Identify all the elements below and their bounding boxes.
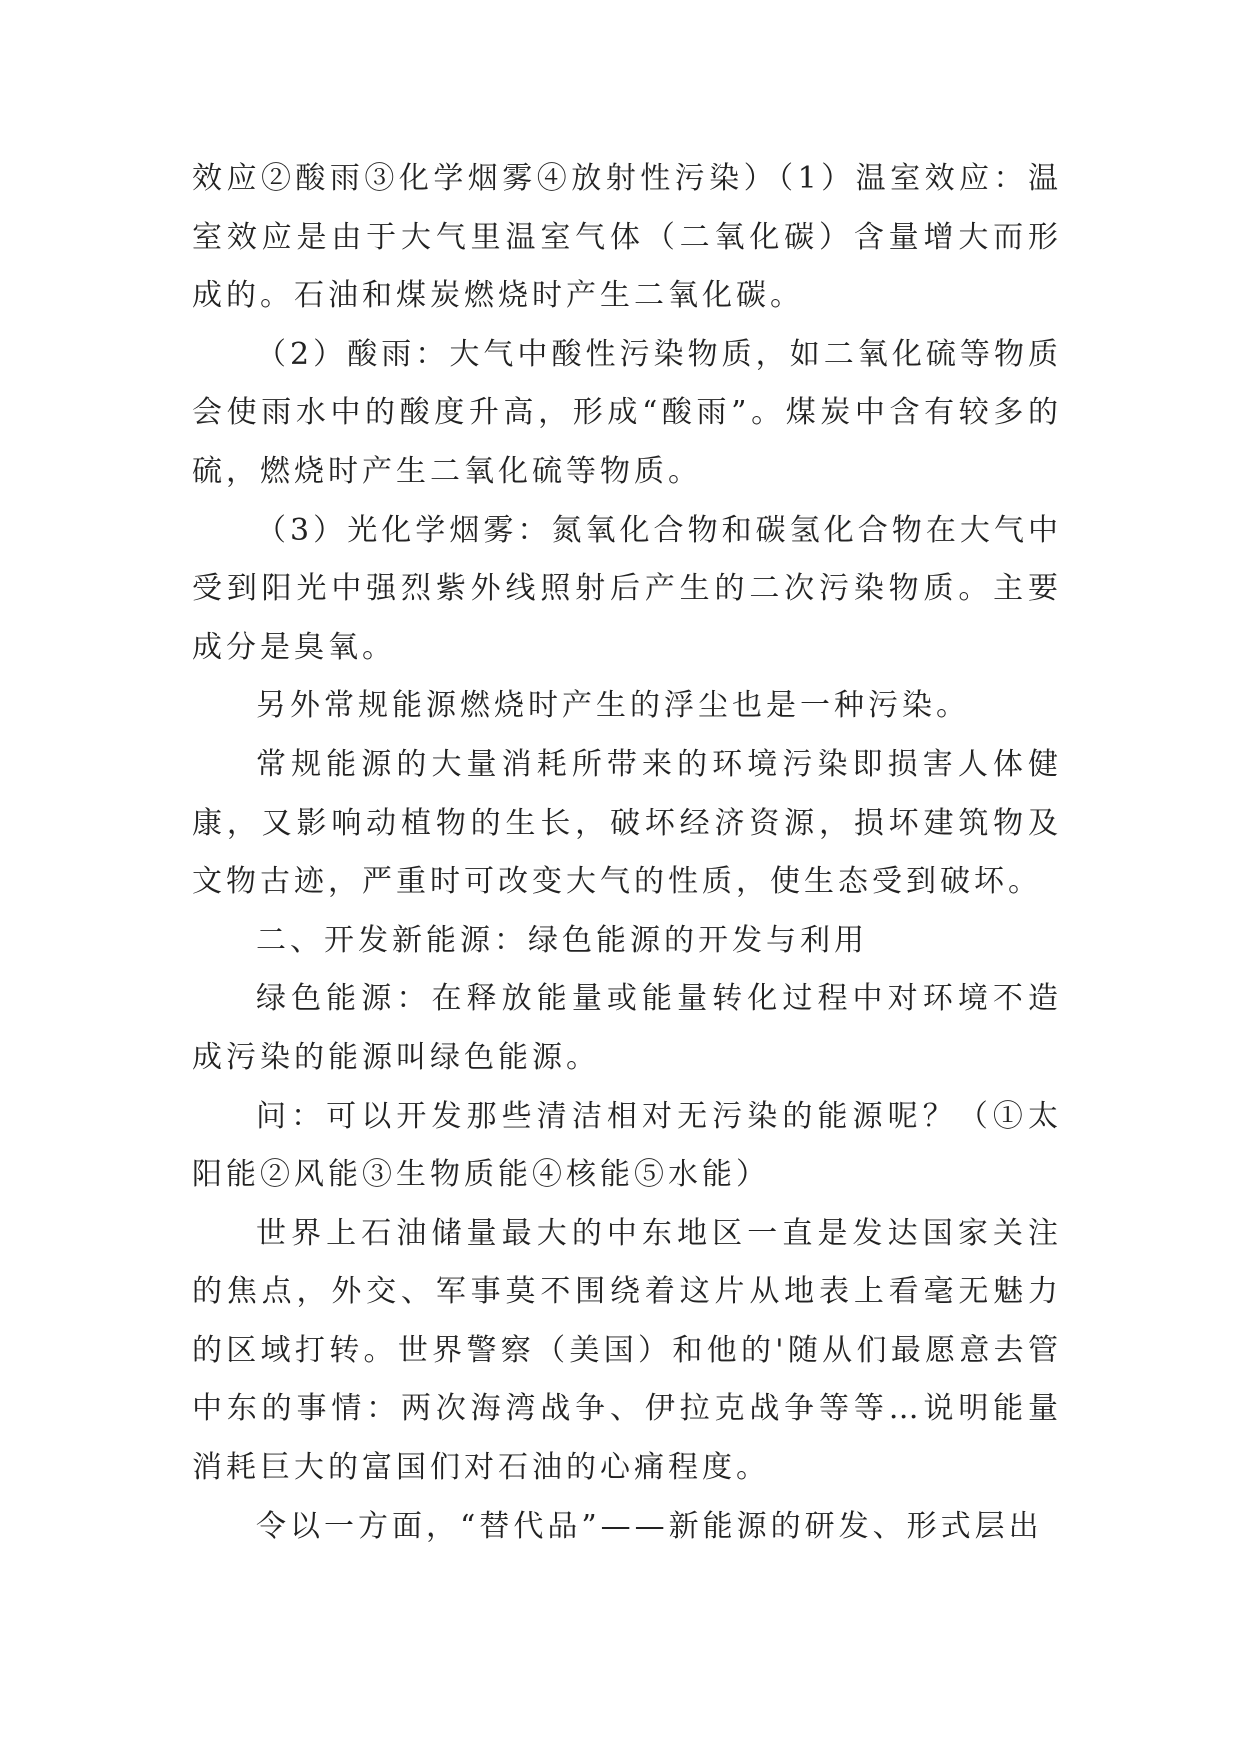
paragraph-green-energy-definition: 绿色能源：在释放能量或能量转化过程中对环境不造成污染的能源叫绿色能源。 — [192, 981, 1062, 1075]
paragraph-clean-energy-question: 问：可以开发那些清洁相对无污染的能源呢？（①太阳能②风能③生物质能④核能⑤水能） — [192, 1098, 1062, 1193]
paragraph-environmental-damage: 常规能源的大量消耗所带来的环境污染即损害人体健康，又影响动植物的生长，破坏经济资源，损坏建筑物及文物古迹，严重时可改变大气的性质，使生态受到破坏。 — [192, 746, 1062, 900]
paragraph-middle-east-oil: 世界上石油储量最大的中东地区一直是发达国家关注的焦点，外交、军事莫不围绕着这片从地表上看毫无魅力的区域打转。世界警察（美国）和他的'随从们最愿意去管中东的事情：两次海湾战争、伊拉克战争等等…说明能量消耗巨大的富国们对石油的心痛程度。 — [192, 1215, 1062, 1486]
paragraph-photochemical-smog: （3）光化学烟雾：氮氧化合物和碳氢化合物在大气中受到阳光中强烈紫外线照射后产生的二次污染物质。主要成分是臭氧。 — [192, 512, 1062, 665]
section-heading-new-energy: 二、开发新能源：绿色能源的开发与利用 — [256, 922, 868, 958]
paragraph-acid-rain: （2）酸雨：大气中酸性污染物质，如二氧化硫等物质会使雨水中的酸度升高，形成“酸雨”。煤炭中含有较多的硫，燃烧时产生二氧化硫等物质。 — [192, 336, 1062, 489]
paragraph-pollution-types: 效应②酸雨③化学烟雾④放射性污染）（1）温室效应：温室效应是由于大气里温室气体（二氧化碳）含量增大而形成的。石油和煤炭燃烧时产生二氧化碳。 — [192, 161, 1062, 314]
body-text — [192, 150, 1062, 1556]
paragraph-substitutes: 令以一方面，“替代品”——新能源的研发、形式层出 — [256, 1508, 1043, 1544]
paragraph-floating-dust: 另外常规能源燃烧时产生的浮尘也是一种污染。 — [256, 688, 970, 724]
